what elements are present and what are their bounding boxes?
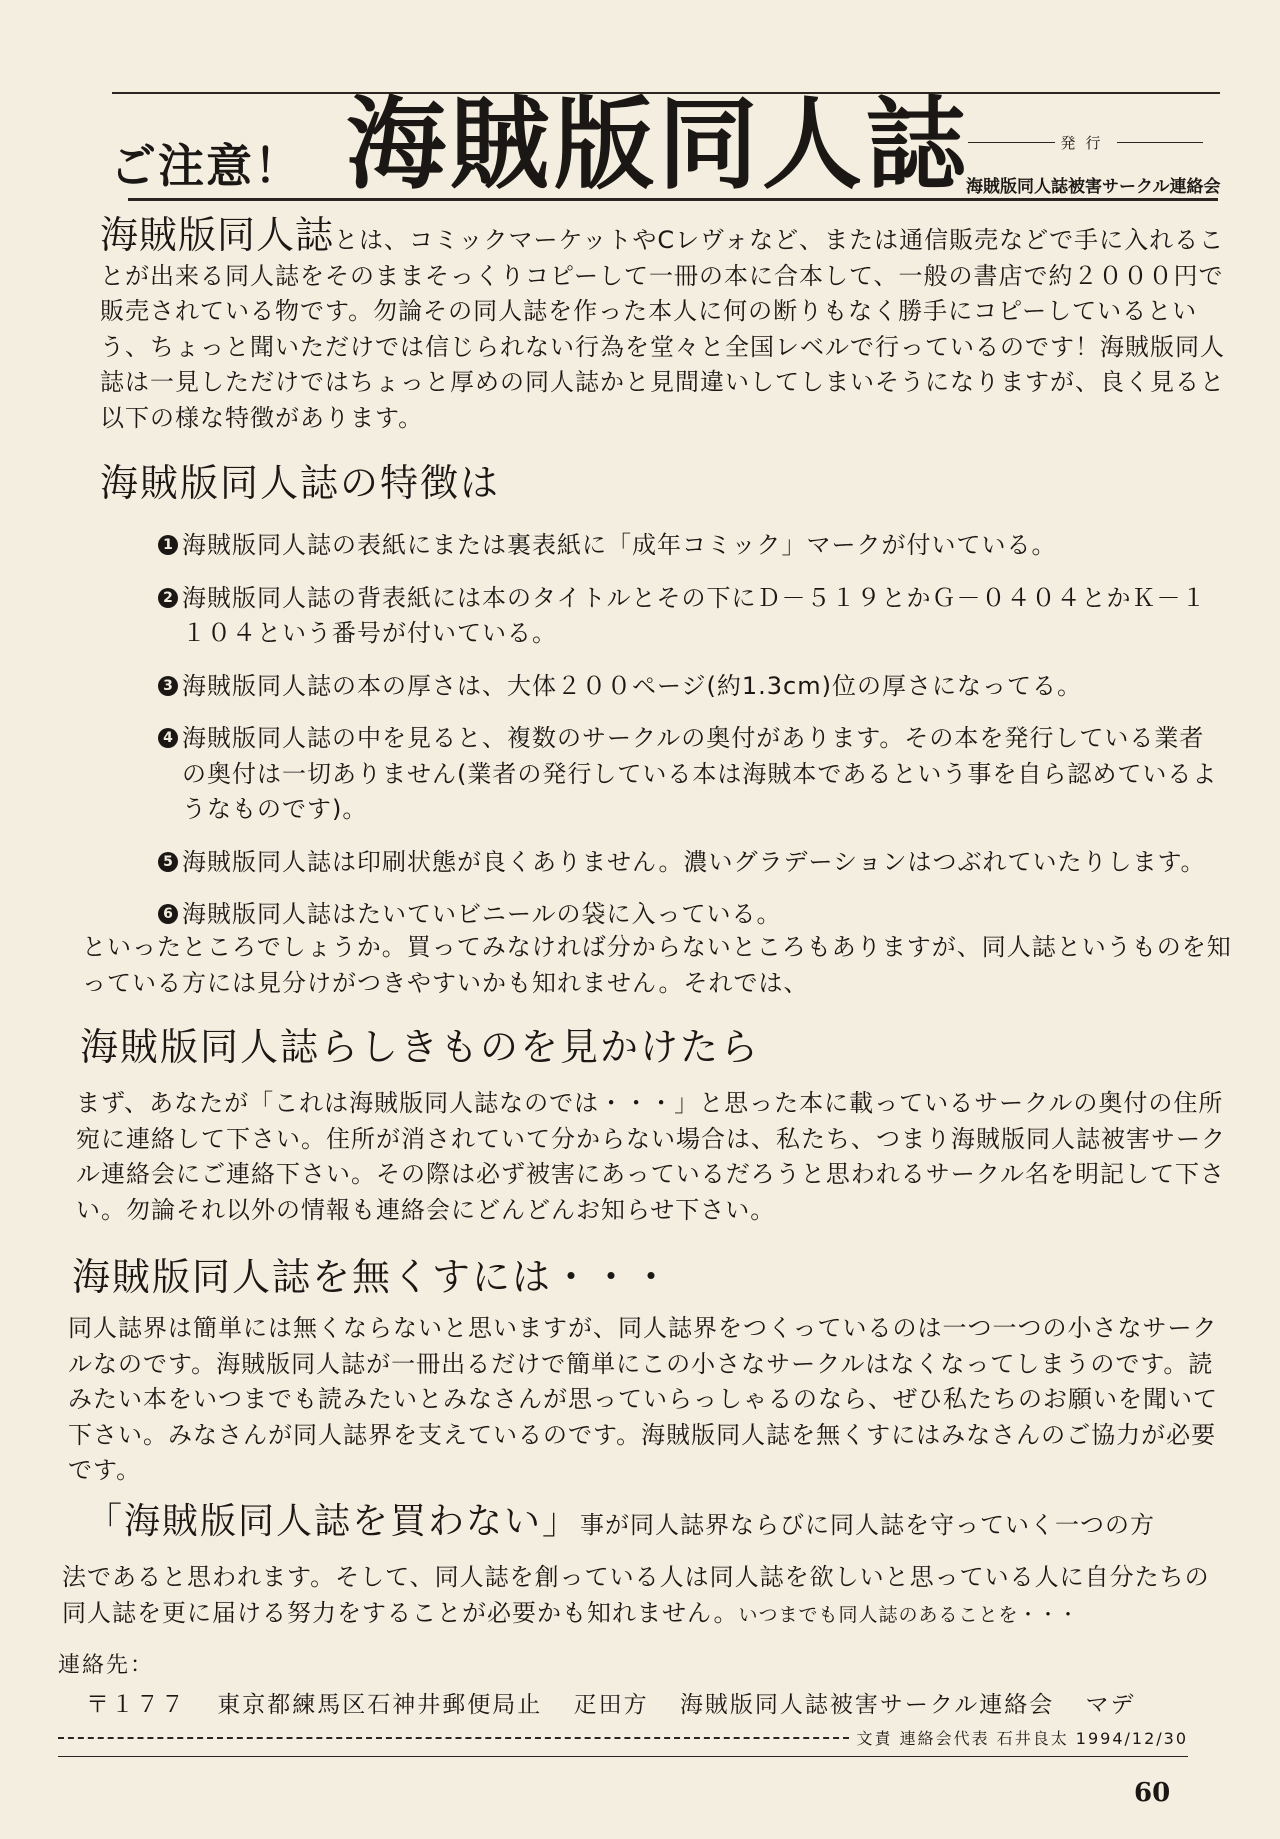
feature-item — [158, 528, 1228, 564]
feature-text: 海賊版同人誌はたいていビニールの袋に入っている。 — [182, 900, 782, 928]
contact-address: 〒１７７ 東京都練馬区石神井郵便局止 疋田方 海賊版同人誌被害サークル連絡会 マデ — [86, 1692, 1136, 1718]
number-badge-icon: 3 — [158, 676, 178, 696]
page-title: 海賊版同人誌 — [346, 86, 970, 203]
feature-item — [158, 581, 1228, 652]
features-heading: 海賊版同人誌の特徴は — [100, 461, 501, 505]
number-badge-icon: 5 — [158, 852, 178, 872]
number-badge-icon: 1 — [158, 535, 178, 555]
feature-item — [158, 669, 1228, 705]
number-badge-icon: 2 — [158, 588, 178, 608]
feature-item — [158, 721, 1228, 828]
intro-paragraph — [100, 213, 1245, 436]
intro-lead: 海賊版同人誌 — [100, 213, 335, 257]
page-number: 60 — [1134, 1778, 1171, 1808]
footer-credit-row — [58, 1726, 1188, 1749]
quote-emphasis: 「海賊版同人誌を買わない」 — [86, 1501, 581, 1542]
summary-paragraph: といったところでしょうか。買ってみなければ分からないところもありますが、同人誌というものを知っている方には見分けがつきやすいかも知れません。それでは、 — [82, 933, 1232, 997]
closing-paragraph — [62, 1560, 1222, 1633]
quote-line — [86, 1501, 1236, 1544]
number-badge-icon: 4 — [158, 728, 178, 748]
header-bottom-rule — [128, 198, 1218, 201]
publisher-label-rule-left — [968, 142, 1055, 143]
publisher-label-rule-right — [1117, 142, 1204, 143]
remove-heading: 海賊版同人誌を無くすには・・・ — [72, 1255, 673, 1299]
if-found-paragraph: まず、あなたが「これは海賊版同人誌なのでは・・・」と思った本に載っているサークルの奥付の住所宛に連絡して下さい。住所が消されていて分からない場合は、私たち、つまり海賊版同人誌被害サークル連絡会にご連絡下さい。その際は必ず被害にあっているだろうと思われるサークル名を明記して下さい。勿論それ以外の情報も連絡会にどんどんお知らせ下さい。 — [76, 1089, 1226, 1224]
footer-dashed-rule — [58, 1737, 849, 1739]
feature-text: 海賊版同人誌の本の厚さは、大体２００ページ(約1.3cm)位の厚さになってる。 — [182, 671, 1082, 700]
caution-label: ご注意！ — [110, 139, 302, 193]
feature-item — [158, 845, 1228, 881]
feature-item — [158, 897, 1228, 933]
closing-text: 法であると思われます。そして、同人誌を創っている人は同人誌を欲しいと思っている人に自分たちの同人誌を更に届ける努力をすることが必要かも知れません。 — [62, 1563, 1210, 1627]
footer-rule — [58, 1756, 1188, 1757]
closing-small-text: いつまでも同人誌のあることを・・・ — [738, 1603, 1079, 1626]
feature-text: 海賊版同人誌は印刷状態が良くありません。濃いグラデーションはつぶれていたりします。 — [182, 847, 1206, 876]
intro-text: とは、コミックマーケットやCレヴォなど、または通信販売などで手に入れることが出来る同人誌をそのままそっくりコピーして一冊の本に合本して、一般の書店で約２０００円で販売されている物です。勿論その同人誌を作った本人に何の断りもなく勝手にコピーしているという、ちょっと聞いただけでは信じられない行為を堂々と全国レベルで行っているのです！海賊版同人誌は一見しただけではちょっと厚めの同人誌かと見間違いしてしまいそうになりますが、良く見ると以下の様な特徴があります。 — [100, 226, 1225, 432]
if-found-heading: 海賊版同人誌らしきものを見かけたら — [80, 1025, 761, 1069]
contact-label: 連絡先： — [58, 1653, 155, 1678]
feature-text: 海賊版同人誌の中を見ると、複数のサークルの奥付があります。その本を発行している業者の奥付は一切ありません(業者の発行している本は海賊本であるという事を自ら認めているようなものです)。 — [182, 724, 1218, 823]
publisher-name: 海賊版同人誌被害サークル連絡会 — [966, 177, 1221, 197]
feature-text: 海賊版同人誌の表紙にまたは裏表紙に「成年コミック」マークが付いている。 — [182, 531, 1057, 559]
number-badge-icon: 6 — [158, 904, 178, 924]
footer-credit: 文責 連絡会代表 石井良太 1994/12/30 — [856, 1729, 1188, 1748]
feature-text: 海賊版同人誌の背表紙には本のタイトルとその下にＤ－５１９とかＧ－０４０４とかＫ－１１０４という番号が付いている。 — [182, 583, 1207, 647]
remove-paragraph: 同人誌界は簡単には無くならないと思いますが、同人誌界をつくっているのは一つ一つの小さなサークルなのです。海賊版同人誌が一冊出るだけで簡単にこの小さなサークルはなくなってしまうのです。読みたい本をいつまでも読みたいとみなさんが思っていらっしゃるのなら、ぜひ私たちのお願いを聞いて下さい。みなさんが同人誌界を支えているのです。海賊版同人誌を無くすにはみなさんのご協力が必要です。 — [68, 1314, 1218, 1484]
features-list — [158, 528, 1228, 950]
publisher-label: 発行 — [1060, 134, 1111, 152]
quote-follow-text: 事が同人誌界ならびに同人誌を守っていく一つの方 — [580, 1511, 1156, 1539]
publisher-label-row — [968, 132, 1203, 153]
